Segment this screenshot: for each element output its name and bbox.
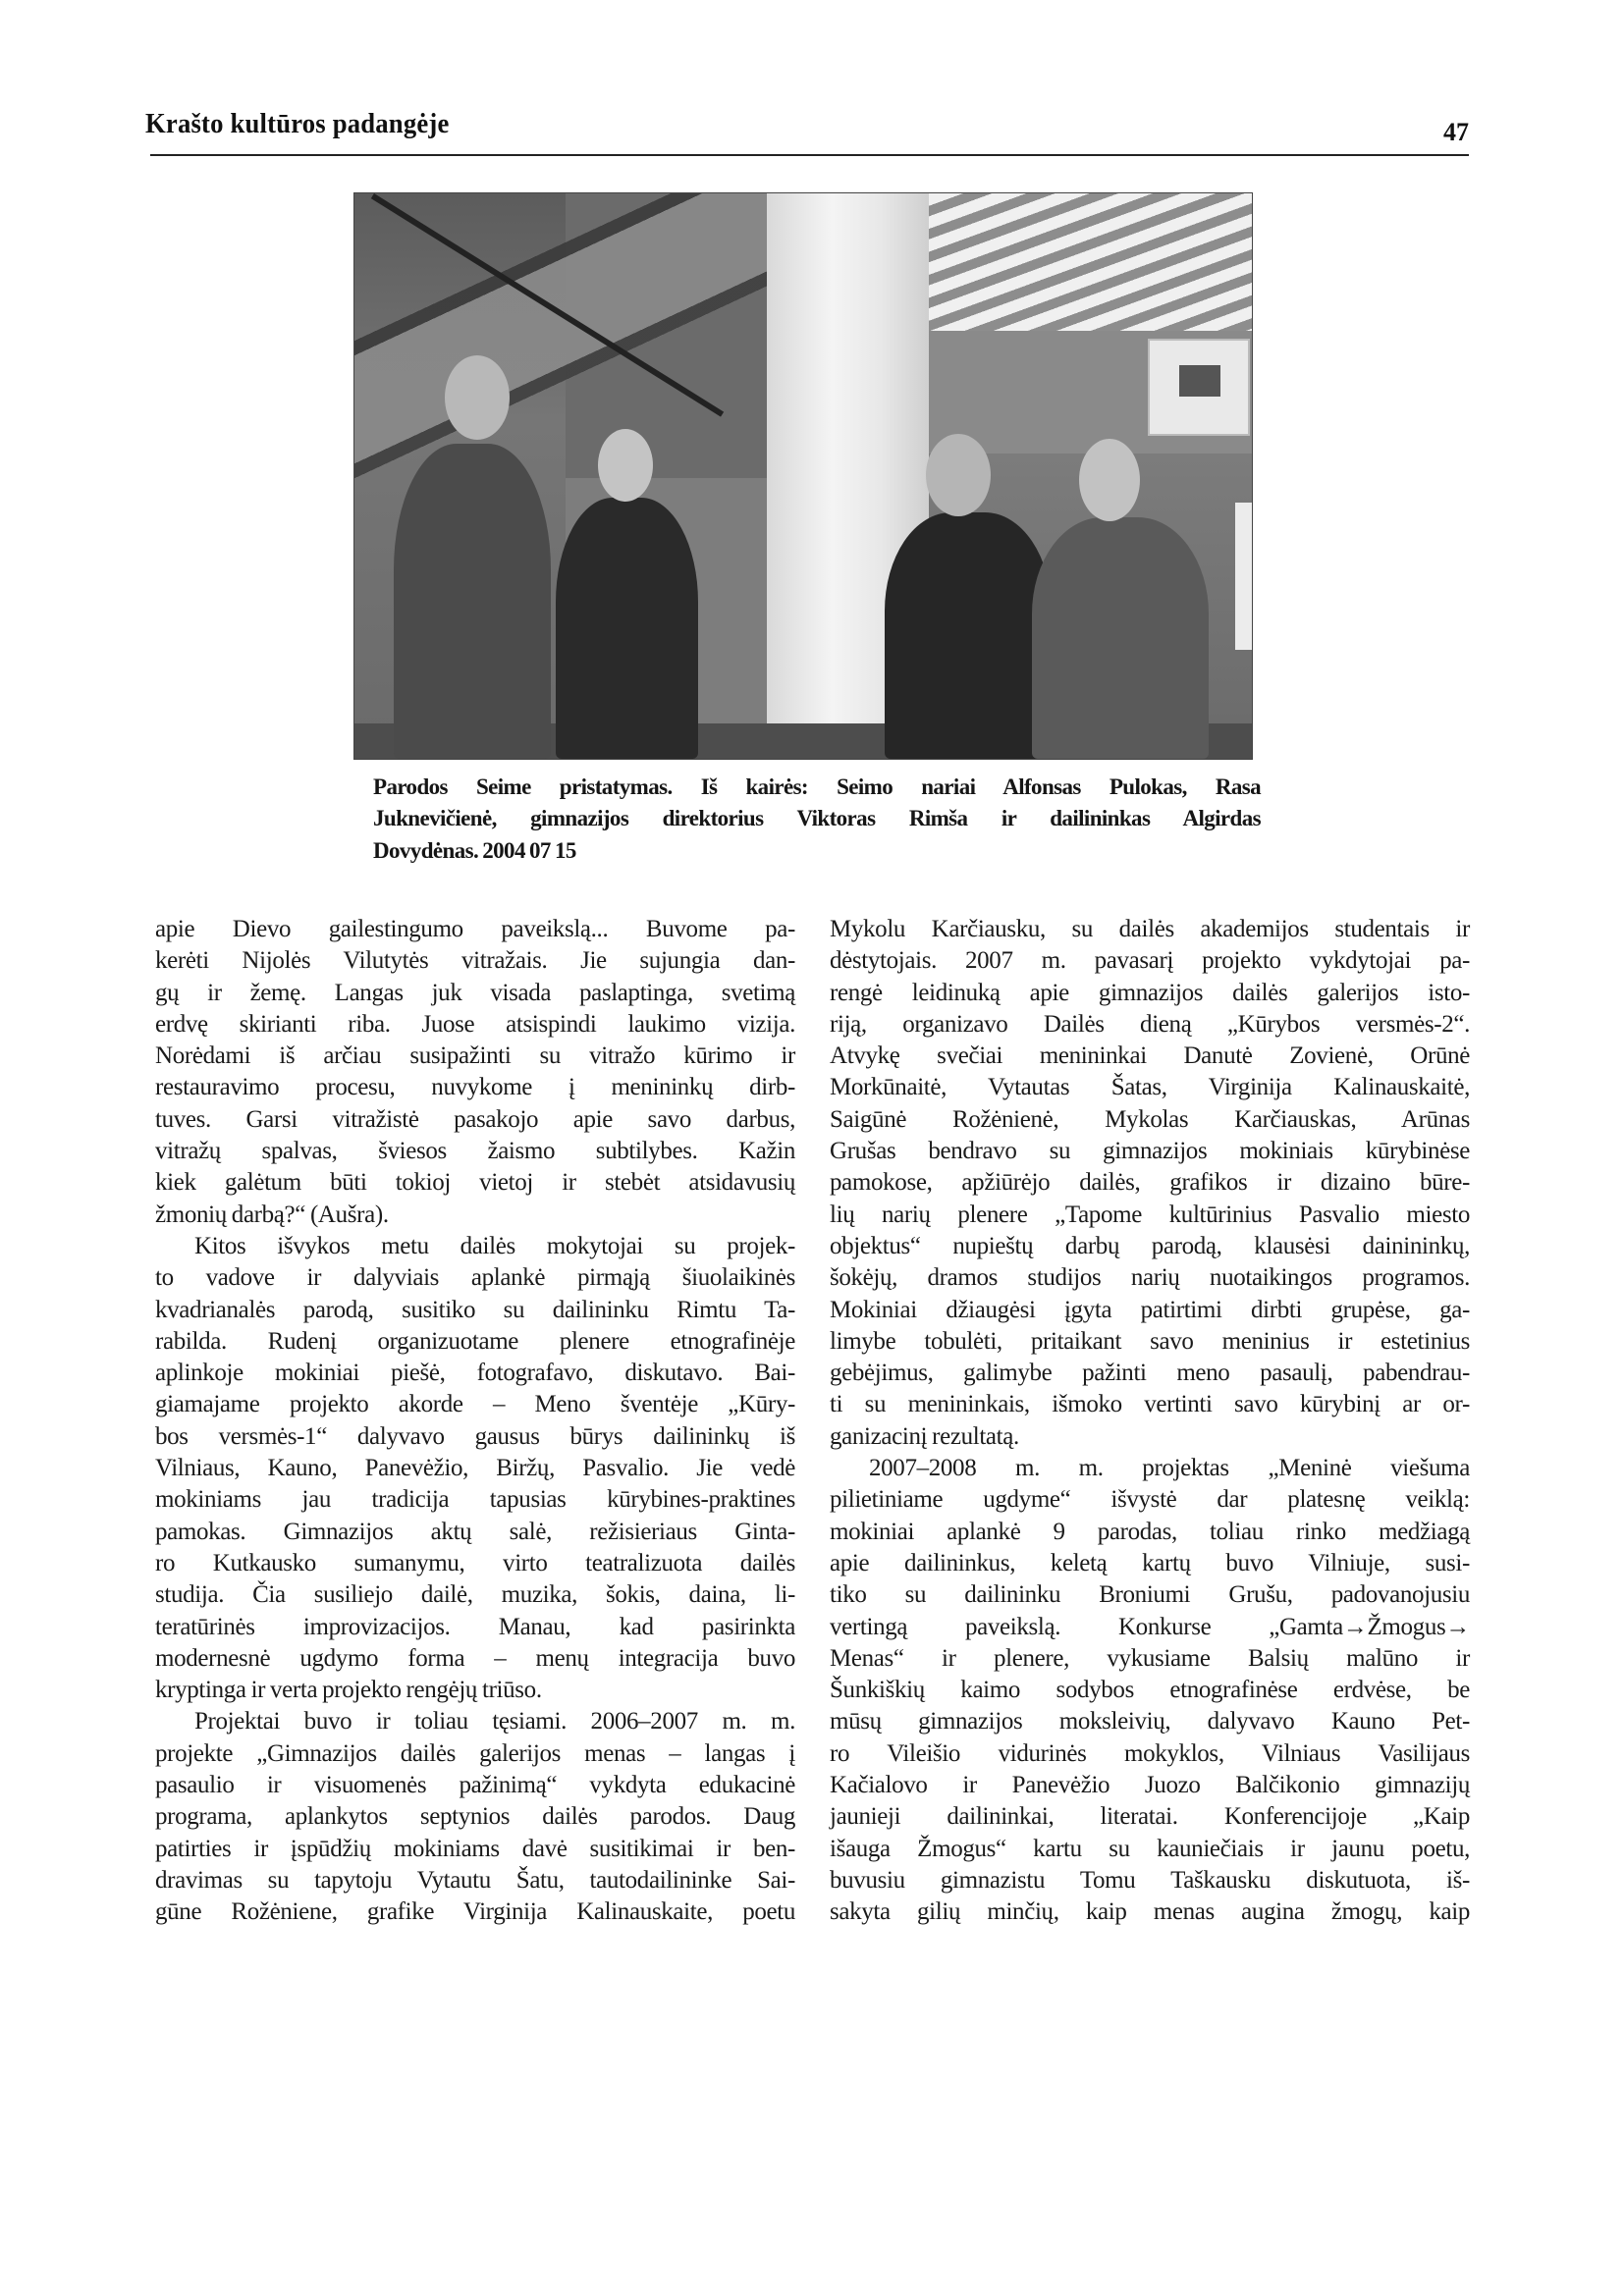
text-line [155,1041,795,1072]
photo-framed-picture [1150,341,1248,434]
text-line-content: studija. Čia susiliejo dailė, muzika, šokis, daina, li- [155,1581,795,1609]
caption-line: Dovydėnas. 2004 07 15 [373,837,576,863]
text-line-content: programa, aplankytos septynios dailės parodos. Daug [155,1803,795,1831]
text-line-content: jaunieji dailininkai, literatai. Konferencijoje „Kaip [830,1803,1470,1831]
text-line-content: modernesnė ugdymo forma – menų integracija buvo [155,1644,795,1672]
text-line-content: pamokas. Gimnazijos aktų salė, režisieriaus Ginta- [155,1518,795,1545]
text-line [155,914,795,945]
text-line-content: Menas“ ir plenere, vykusiame Balsių malūno ir [830,1644,1470,1672]
photo-framed-picture-edge [1235,503,1252,650]
text-line [830,1579,1470,1611]
text-line [830,1548,1470,1579]
text-line-content: gų ir žemę. Langas juk visada paslaptinga, svetimą [155,979,795,1006]
text-line [830,1072,1470,1103]
text-line-content: Vilniaus, Kauno, Panevėžio, Biržų, Pasvalio. Jie vedė [155,1455,795,1482]
text-line [830,1041,1470,1072]
text-line-content: gūne Rožėniene, grafike Virginija Kalinauskaite, poetu [155,1898,795,1926]
text-line-content: Morkūnaitė, Vytautas Šatas, Virginija Kalinauskaitė, [830,1074,1470,1101]
text-line [830,978,1470,1009]
text-line [830,914,1470,945]
text-line [155,1579,795,1611]
text-line [155,1896,795,1928]
text-line [830,945,1470,977]
photo-person-2-head [598,429,653,502]
text-line [155,1295,795,1326]
text-line [830,1706,1470,1737]
photo-person-4-head [1079,439,1140,521]
text-line [830,1896,1470,1928]
text-line [830,1865,1470,1896]
text-line-content: vertingą paveikslą. Konkurse „Gamta→Žmogus→ [830,1613,1470,1640]
text-line-content: patirties ir įspūdžių mokiniams davė susitikimai ir ben- [155,1835,795,1862]
text-line [830,1326,1470,1358]
text-line [155,1231,795,1262]
text-line-content: Projektai buvo ir toliau tęsiami. 2006–2007 m. m. [194,1708,795,1735]
text-line [830,1231,1470,1262]
text-line [155,1358,795,1389]
photo-person-3 [885,512,1052,759]
text-line [830,1453,1470,1484]
text-line-content: Šunkiškių kaimo sodybos etnografinėse erdvėse, be [830,1677,1470,1704]
text-line-content: restauravimo procesu, nuvykome į menininkų dirb- [155,1074,795,1101]
text-line-content: projekte „Gimnazijos dailės galerijos menas – langas į [155,1739,795,1767]
text-line [155,1675,795,1706]
text-line [155,1072,795,1103]
text-line-content: tiko su dailininku Broniumi Grušu, padovanojusiu [830,1581,1470,1609]
text-line-content: Grušas bendravo su gimnazijos mokiniais kūrybinėse [830,1138,1470,1165]
text-line-content: Norėdami iš arčiau susipažinti su vitražo kūrimo ir [155,1042,795,1070]
text-line [155,1548,795,1579]
text-line [155,1262,795,1294]
text-line [155,1484,795,1516]
text-line [155,1009,795,1041]
text-line [155,1136,795,1167]
text-line-content: dravimas su tapytoju Vytautu Šatu, tautodailininke Sai- [155,1866,795,1894]
text-line-content: apie Dievo gailestingumo paveikslą... Buvome pa- [155,916,795,942]
text-line-content: riją, organizavo Dailės dieną „Kūrybos versmės-2“. [830,1010,1470,1038]
caption-line: Juknevičienė, gimnazijos direktorius Viktoras Rimša ir dailininkas Algirdas [373,806,1261,831]
text-line-content: sakyta gilių minčių, kaip menas augina žmogų, kaip [830,1898,1470,1926]
photo-person-4 [1032,517,1209,759]
text-line [830,1770,1470,1801]
text-line-content: erdvę skirianti riba. Juose atsispindi laukimo vizija. [155,1010,795,1038]
text-line-content: žmonių darbą?“ (Aušra). [155,1201,389,1228]
text-line [830,1801,1470,1833]
text-line-content: ro Kutkausko sumanymu, virto teatralizuota dailės [155,1549,795,1576]
text-line [155,1421,795,1453]
text-line [155,1865,795,1896]
text-line [830,1421,1470,1453]
text-line [830,1612,1470,1643]
text-line-content: aplinkoje mokiniai piešė, fotografavo, diskutavo. Bai- [155,1360,795,1387]
text-line-content: tuves. Garsi vitražistė pasakojo apie savo darbus, [155,1105,795,1133]
photo-person-1 [394,444,551,759]
text-line [155,945,795,977]
text-line-content: kiek galėtum būti tokioj vietoj ir stebėt atsidavusių [155,1169,795,1197]
photo-person-3-head [926,434,991,516]
caption-line: Parodos Seime pristatymas. Iš kairės: Seimo nariai Alfonsas Pulokas, Rasa [373,774,1261,799]
text-line [830,1009,1470,1041]
text-line [830,1834,1470,1865]
text-line-content: pasaulio ir visuomenės pažinimą“ vykdyta edukacinė [155,1772,795,1799]
text-line-content: 2007–2008 m. m. projektas „Meninė viešuma [869,1455,1470,1482]
figure-photo [354,193,1252,759]
header-rule-divider [150,154,1469,156]
photo-staircase [354,193,777,488]
text-line-content: mokiniai aplankė 9 parodas, toliau rinko medžiagą [830,1518,1470,1545]
text-line-content: gebėjimus, galimybe pažinti meno pasaulį, pabendrau- [830,1360,1470,1387]
text-line [830,1262,1470,1294]
text-line [155,1104,795,1136]
figure-caption [373,772,1261,867]
photo-person-1-head [445,355,510,440]
text-line [830,1643,1470,1675]
text-line [830,1200,1470,1231]
text-line [155,1326,795,1358]
text-line [155,1706,795,1737]
text-line [155,1738,795,1770]
photo-person-2 [556,498,698,759]
text-line [830,1484,1470,1516]
text-line-content: teratūrinės improvizacijos. Manau, kad pasirinkta [155,1613,795,1640]
text-line-content: Mykolu Karčiausku, su dailės akademijos studentais ir [830,916,1470,942]
body-column-right [830,914,1470,1929]
text-line [155,1517,795,1548]
text-line-content: limybe tobulėti, pritaikant savo meninius ir estetinius [830,1327,1470,1355]
text-line-content: Mokiniai džiaugėsi įgyta patirtimi dirbti grupėse, ga- [830,1296,1470,1323]
text-line-content: ro Vileišio vidurinės mokyklos, Vilniaus Vasilijaus [830,1739,1470,1767]
page-number: 47 [1443,118,1469,146]
text-line-content: buvusiu gimnazistu Tomu Taškausku diskutuota, iš- [830,1866,1470,1894]
text-line-content: rabilda. Rudenį organizuotame plenere etnografinėje [155,1327,795,1355]
text-line [830,1167,1470,1199]
text-line-content: išauga Žmogus“ kartu su kauniečiais ir jaunu poetu, [830,1835,1470,1862]
text-line [830,1738,1470,1770]
text-line-content: Kačialovo ir Panevėžio Juozo Balčikonio gimnazijų [830,1772,1470,1799]
text-line [830,1675,1470,1706]
text-line [830,1136,1470,1167]
text-line-content: Saigūnė Rožėnienė, Mykolas Karčiauskas, Arūnas [830,1105,1470,1133]
text-line [155,1167,795,1199]
text-line-content: to vadove ir dalyviais aplankė pirmąją šiuolaikinės [155,1264,795,1292]
text-line-content: mokiniams jau tradicija tapusias kūrybines-praktines [155,1486,795,1514]
text-line-content: objektus“ nupieštų darbų parodą, klausėsi dainininkų, [830,1232,1470,1259]
text-line [155,1770,795,1801]
text-line-content: Kitos išvykos metu dailės mokytojai su projek- [194,1232,795,1259]
text-line-content: Atvykę svečiai menininkai Danutė Zovienė, Orūnė [830,1042,1470,1070]
text-line-content: pamokose, apžiūrėjo dailės, grafikos ir dizaino būre- [830,1169,1470,1197]
text-line-content: apie dailininkus, keletą kartų buvo Vilniuje, susi- [830,1549,1470,1576]
text-line [830,1517,1470,1548]
body-column-left [155,914,795,1929]
text-line-content: vitražų spalvas, šviesos žaismo subtilybes. Kažin [155,1138,795,1165]
text-line-content: giamajame projekto akorde – Meno šventėje „Kūry- [155,1391,795,1418]
text-line-content: kryptinga ir verta projekto rengėjų triūso. [155,1677,542,1704]
running-header-title: Krašto kultūros padangėje [145,108,450,139]
text-line [155,1389,795,1420]
text-line [155,1200,795,1231]
text-line [155,978,795,1009]
text-line [155,1453,795,1484]
text-line [155,1612,795,1643]
text-line-content: kerėti Nijolės Vilutytės vitražais. Jie sujungia dan- [155,947,795,975]
text-line [830,1358,1470,1389]
text-line-content: mūsų gimnazijos moksleivių, dalyvavo Kauno Pet- [830,1708,1470,1735]
text-line [155,1834,795,1865]
text-line-content: bos versmės-1“ dalyvavo gausus būrys dailininkų iš [155,1422,795,1450]
text-line [830,1104,1470,1136]
text-line-content: ti su menininkais, išmoko vertinti savo kūrybinį ar or- [830,1391,1470,1418]
text-line-content: rengė leidinuką apie gimnazijos dailės galerijos isto- [830,979,1470,1006]
text-line-content: ganizacinį rezultatą. [830,1422,1019,1450]
photo-ceiling-lights [929,193,1252,331]
text-line-content: dėstytojais. 2007 m. pavasarį projekto vykdytojai pa- [830,947,1470,975]
text-line-content: šokėjų, dramos studijos narių nuotaikingos programos. [830,1264,1470,1292]
text-line-content: lių narių plenere „Tapome kultūrinius Pasvalio miesto [830,1201,1470,1228]
text-line [830,1389,1470,1420]
text-line [155,1801,795,1833]
text-line-content: pilietiniame ugdyme“ išvystė dar platesnę veiklą: [830,1486,1470,1514]
text-line-content: kvadrianalės parodą, susitiko su dailininku Rimtu Ta- [155,1296,795,1323]
text-line [830,1295,1470,1326]
text-line [155,1643,795,1675]
